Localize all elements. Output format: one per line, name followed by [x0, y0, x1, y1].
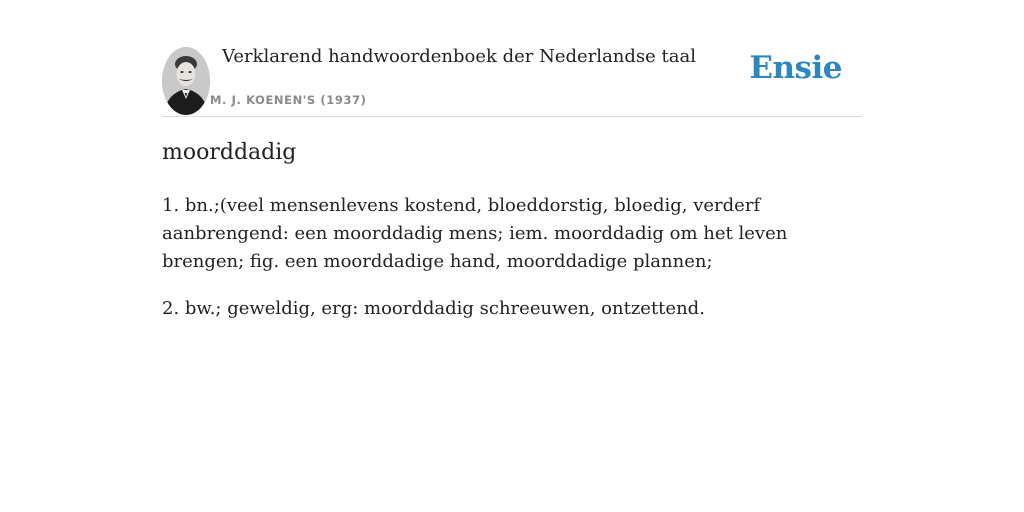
book-title: Verklarend handwoordenboek der Nederlandse taal — [222, 46, 696, 67]
author-portrait-icon — [162, 47, 210, 115]
page — [162, 0, 862, 512]
definition-item: 1. bn.;(veel mensenlevens kostend, bloeddorstig, bloedig, verderf aanbrengend: een moorddadig mens; iem. moorddadig om het leven brengen; fig. een moorddadige hand, moorddadige plannen; — [162, 195, 788, 272]
definition-list — [162, 192, 862, 342]
definition-item: 2. bw.; geweldig, erg: moorddadig schreeuwen, ontzettend. — [162, 298, 705, 319]
ensie-logo-link[interactable]: Ensie — [749, 50, 842, 86]
headword: moorddadig — [162, 140, 297, 165]
header — [162, 0, 862, 117]
author-label: M. J. KOENEN'S (1937) — [210, 93, 367, 107]
